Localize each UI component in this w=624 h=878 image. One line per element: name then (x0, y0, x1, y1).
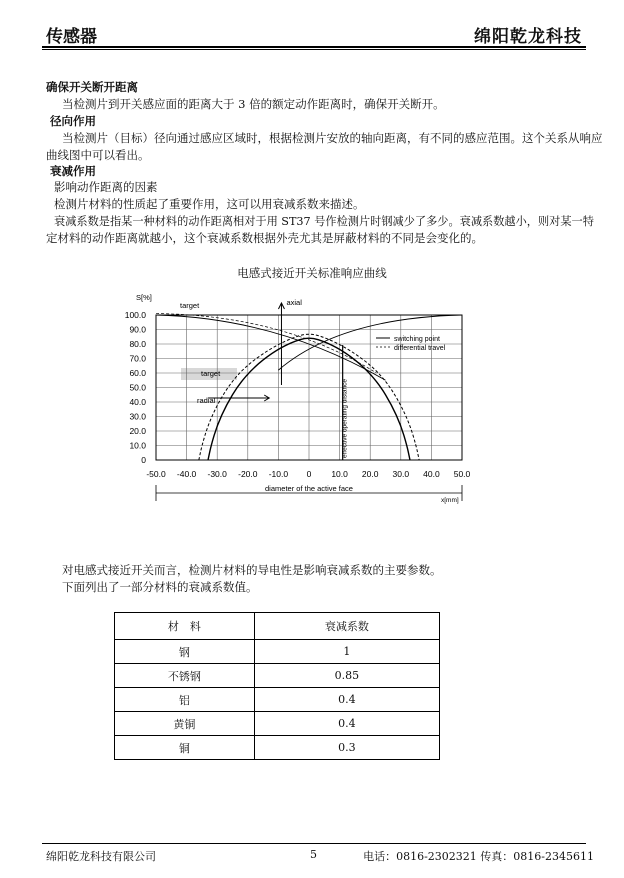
section-title-off-distance: 确保开关断开距离 (46, 80, 138, 94)
x-tick-label: 10.0 (331, 469, 348, 479)
table-header-factor: 衰减系数 (254, 613, 439, 640)
section-body-off-distance: 当检测片到开关感应面的距离大于 3 倍的额定动作距离时，确保开关断开。 (62, 97, 445, 111)
footer-company: 绵阳乾龙科技有限公司 (46, 850, 156, 863)
legend-switching-point: switching point (394, 336, 440, 343)
x-tick-label: -20.0 (238, 469, 258, 479)
table-cell-factor: 0.4 (254, 688, 439, 712)
table-cell-factor: 0.4 (254, 712, 439, 736)
x-tick-label: -10.0 (268, 469, 289, 479)
x-tick-label: 40.0 (423, 469, 440, 479)
legend-differential-travel: differential travel (394, 345, 446, 352)
y-tick-label: 10.0 (129, 440, 146, 451)
y-tick-label: 40.0 (129, 397, 146, 407)
y-tick-label: 30.0 (129, 411, 146, 422)
para2-line-2: 下面列出了一部分材料的衰减系数值。 (62, 580, 258, 594)
chart-title: 电感式接近开关标准响应曲线 (237, 266, 387, 280)
y-tick-label: 70.0 (129, 353, 146, 364)
annotation-effective-distance: effective operating distance (341, 378, 349, 458)
y-tick-label: 20.0 (129, 426, 146, 436)
table-row (115, 688, 440, 712)
table-header-material: 材 料 (115, 613, 255, 640)
x-tick-label: 30.0 (392, 469, 410, 479)
y-tick-label: 80.0 (129, 339, 146, 349)
table-cell-material: 铜 (115, 736, 255, 760)
table-row (115, 664, 440, 688)
header-divider (42, 46, 586, 50)
section-body-radial-2: 曲线图中可以看出。 (46, 148, 150, 162)
annotation-target-box: target (201, 369, 221, 378)
footer-contact: 电话：0816-2302321 传真：0816-2345611 (363, 850, 594, 863)
table-cell-material: 铝 (115, 688, 255, 712)
x-tick-label: 20.0 (361, 469, 379, 479)
header-company: 绵阳乾龙科技 (474, 27, 582, 47)
table-row (115, 736, 440, 760)
footer-page-number: 5 (310, 848, 317, 861)
annotation-radial: radial (197, 396, 216, 405)
y-tick-label: 0 (141, 455, 146, 465)
table-cell-material: 不锈钢 (115, 664, 255, 688)
x-tick-label: -50.0 (146, 469, 166, 479)
annotation-target-top: target (180, 301, 200, 310)
header-title: 传感器 (46, 27, 97, 47)
table-row (115, 712, 440, 736)
attenuation-line-2: 检测片材料的性质起了重要作用，这可以用衰减系数来描述。 (54, 197, 365, 211)
y-tick-label: 90.0 (129, 324, 146, 335)
table-cell-factor: 1 (254, 640, 439, 664)
y-tick-label: 50.0 (129, 382, 146, 393)
para2-line-1: 对电感式接近开关而言，检测片材料的导电性是影响衰减系数的主要参数。 (62, 563, 442, 577)
table-cell-material: 黄铜 (115, 712, 255, 736)
annotation-axial: axial (286, 298, 302, 307)
target-sweep-left-dashed (156, 314, 376, 373)
attenuation-table (114, 612, 440, 760)
table-header-row (115, 613, 440, 640)
y-tick-label: 60.0 (129, 368, 146, 378)
table-row (115, 640, 440, 664)
section-title-attenuation: 衰减作用 (50, 164, 96, 178)
x-axis-label: diameter of the active face (265, 484, 353, 493)
table-cell-material: 钢 (115, 640, 255, 664)
attenuation-line-4: 定材料的动作距离就越小，这个衰减系数根据外壳尤其是屏蔽材料的不同是会变化的。 (46, 231, 483, 245)
section-body-radial-1: 当检测片（目标）径向通过感应区域时，根据检测片安放的轴向距离，有不同的感应范围。这个关系从响应 (62, 131, 603, 145)
y-tick-label: 100.0 (124, 310, 146, 320)
attenuation-line-3: 衰减系数是指某一种材料的动作距离相对于用 ST37 号作检测片时钢减少了多少。衰减系数越小，则对某一特 (54, 215, 594, 228)
x-tick-label: 50.0 (453, 469, 471, 479)
x-tick-label: -30.0 (207, 469, 227, 479)
table-cell-factor: 0.3 (254, 736, 439, 760)
footer-divider (42, 843, 586, 844)
response-curve-chart (0, 280, 624, 530)
table-cell-factor: 0.85 (254, 664, 439, 688)
x-tick-label: 0 (306, 469, 312, 479)
y-axis-label: S[%] (136, 293, 152, 302)
attenuation-line-1: 影响动作距离的因素 (54, 180, 158, 194)
section-title-radial: 径向作用 (50, 114, 96, 128)
x-unit-label: x[mm] (441, 497, 459, 504)
x-tick-label: -40.0 (176, 469, 197, 479)
